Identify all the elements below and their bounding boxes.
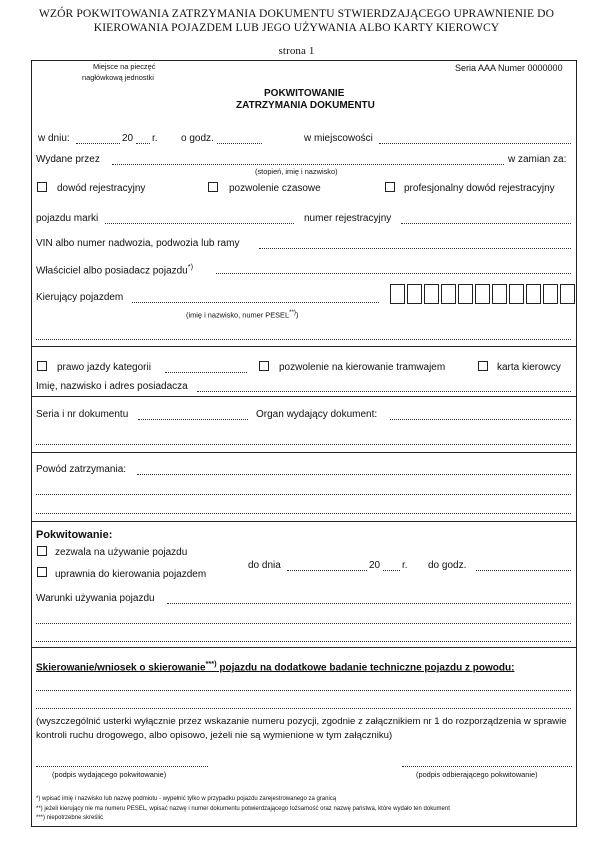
label-until-date: do dnia <box>248 560 281 571</box>
label-until-year: 20 <box>369 560 381 571</box>
series-number: Seria AAA Numer 0000000 <box>455 63 563 73</box>
pesel-digit-box[interactable] <box>475 284 490 304</box>
label-registration-number: numer rejestracyjny <box>304 213 392 224</box>
checkbox-authorizes-driving[interactable] <box>37 567 47 577</box>
pesel-boxes[interactable] <box>390 284 577 304</box>
blank-line[interactable] <box>36 339 571 340</box>
divider <box>31 346 577 347</box>
blank-line[interactable] <box>36 641 571 642</box>
footnote: **) jeżeli kierujący nie ma numeru PESEL, wpisać nazwę i numer dokumentu potwierdzającego tożsamość oraz nazwę państwa, które wydało ten dokument <box>36 806 450 812</box>
referral-title <box>36 660 514 674</box>
blank-line[interactable] <box>36 623 571 624</box>
label-place: w miejscowości <box>304 133 373 144</box>
label-driver-card: karta kierowcy <box>497 362 561 373</box>
form-title-line1: WZÓR POKWITOWANIA ZATRZYMANIA DOKUMENTU STWIERDZAJĄCEGO UPRAWNIENIE DO <box>38 7 555 20</box>
reason-field[interactable] <box>137 474 571 475</box>
pesel-digit-box[interactable] <box>492 284 507 304</box>
label-r: r. <box>152 133 158 144</box>
pesel-digit-box[interactable] <box>390 284 405 304</box>
referral-note: (wyszczególnić usterki wyłącznie przez wskazanie numeru pozycji, zgodnie z załącznikiem nr 1 do rozporządzenia w sprawie <box>36 716 567 727</box>
label-issued-by: Wydane przez <box>36 154 100 165</box>
label-owner-text: Właściciel albo posiadacz pojazdu <box>36 265 188 277</box>
hint-name-pesel <box>186 309 298 320</box>
referral-title-a: Skierowanie/wniosek o skierowanie <box>36 662 206 674</box>
issued-by-field[interactable] <box>112 164 504 165</box>
label-driver: Kierujący pojazdem <box>36 292 124 303</box>
footnote-ref: ***) <box>205 659 217 668</box>
until-date-field[interactable] <box>287 570 367 571</box>
label-in-exchange: w zamian za: <box>508 154 567 165</box>
vin-field[interactable] <box>259 248 571 249</box>
hint-name-pesel-text: (imię i nazwisko, numer PESEL <box>186 310 290 320</box>
pesel-digit-box[interactable] <box>543 284 558 304</box>
label-vehicle-make: pojazdu marki <box>36 213 99 224</box>
footnote-ref: **) <box>289 309 296 316</box>
label-year: 20 <box>122 133 134 144</box>
doc-title: ZATRZYMANIA DOKUMENTU <box>236 100 375 111</box>
label-vin: VIN albo numer nadwozia, podwozia lub ramy <box>36 238 240 249</box>
label-professional-registration: profesjonalny dowód rejestracyjny <box>404 183 555 194</box>
label-allows-vehicle-use: zezwala na używanie pojazdu <box>55 547 188 558</box>
footnote-ref: *) <box>187 262 194 271</box>
checkbox-registration-certificate[interactable] <box>37 182 47 192</box>
hint-close: ) <box>295 310 299 320</box>
label-registration-certificate: dowód rejestracyjny <box>57 183 146 194</box>
checkbox-temporary-permit[interactable] <box>208 182 218 192</box>
time-field[interactable] <box>217 143 262 144</box>
checkbox-allows-vehicle-use[interactable] <box>37 546 47 556</box>
pesel-digit-box[interactable] <box>407 284 422 304</box>
label-issuing-body: Organ wydający dokument: <box>256 409 378 420</box>
receiver-signature-label: (podpis odbierającego pokwitowanie) <box>416 770 538 779</box>
label-r: r. <box>402 560 408 571</box>
issuer-signature-line[interactable] <box>36 766 208 767</box>
issuer-signature-label: (podpis wydającego pokwitowanie) <box>52 770 167 779</box>
blank-line[interactable] <box>36 708 571 709</box>
pesel-digit-box[interactable] <box>441 284 456 304</box>
blank-line[interactable] <box>36 513 571 514</box>
label-holder: Imię, nazwisko i adres posiadacza <box>36 381 188 392</box>
footnote: *) wpisać imię i nazwisko lub nazwę podmiotu - wypełnić tylko w przypadku pojazdu zarejestrowanego za granicą <box>36 796 337 802</box>
label-reason: Powód zatrzymania: <box>36 464 127 475</box>
licence-category-field[interactable] <box>165 372 247 373</box>
stamp-label: nagłówkową jednostki <box>82 73 154 82</box>
footnote: ***) niepotrzebne skreślić <box>36 815 104 821</box>
label-date: w dniu: <box>38 133 70 144</box>
pesel-digit-box[interactable] <box>509 284 524 304</box>
referral-title-b: pojazdu na dodatkowe badanie techniczne pojazdu z powodu <box>216 662 512 674</box>
checkbox-tram-permit[interactable] <box>259 361 269 371</box>
divider <box>31 647 577 648</box>
page-number: strona 1 <box>278 45 315 57</box>
label-conditions: Warunki używania pojazdu <box>36 593 155 604</box>
checkbox-professional-registration[interactable] <box>385 182 395 192</box>
doc-title: POKWITOWANIE <box>264 88 345 99</box>
owner-field[interactable] <box>216 273 571 274</box>
pesel-digit-box[interactable] <box>458 284 473 304</box>
receipt-title-text: Pokwitowanie <box>36 529 109 541</box>
label-temporary-permit: pozwolenie czasowe <box>229 183 321 194</box>
registration-number-field[interactable] <box>401 223 571 224</box>
holder-field[interactable] <box>197 391 571 392</box>
driver-field[interactable] <box>132 302 379 303</box>
label-time: o godz. <box>181 133 214 144</box>
checkbox-driving-licence[interactable] <box>37 361 47 371</box>
doc-number-field[interactable] <box>138 419 248 420</box>
referral-note: kontroli ruchu drogowego, albo opisowo, jeżeli nie są wymienione w tym załączniku) <box>36 730 393 741</box>
hint-rank-name: (stopień, imię i nazwisko) <box>255 167 338 176</box>
label-authorizes-driving: uprawnia do kierowania pojazdem <box>55 569 207 580</box>
pesel-digit-box[interactable] <box>560 284 575 304</box>
until-year-field[interactable] <box>383 570 400 571</box>
receiver-signature-line[interactable] <box>402 766 572 767</box>
divider <box>31 521 577 522</box>
stamp-label: Miejsce na pieczęć <box>93 62 156 71</box>
referral-colon: : <box>511 662 515 674</box>
blank-line[interactable] <box>36 494 571 495</box>
year-field[interactable] <box>136 143 150 144</box>
receipt-colon: : <box>108 529 113 541</box>
divider <box>31 396 577 397</box>
divider <box>31 452 577 453</box>
label-until-time: do godz. <box>428 560 467 571</box>
vehicle-make-field[interactable] <box>105 223 294 224</box>
label-owner <box>36 263 193 277</box>
receipt-title <box>36 529 112 542</box>
place-field[interactable] <box>379 143 571 144</box>
date-field[interactable] <box>76 143 120 144</box>
pesel-digit-box[interactable] <box>424 284 439 304</box>
issuing-body-field[interactable] <box>390 419 571 420</box>
form-title-line2: KIEROWANIA POJAZDEM LUB JEGO UŻYWANIA ALBO KARTY KIEROWCY <box>93 21 500 34</box>
blank-line[interactable] <box>36 690 571 691</box>
checkbox-driver-card[interactable] <box>478 361 488 371</box>
label-tram-permit: pozwolenie na kierowanie tramwajem <box>279 362 446 373</box>
label-doc-number: Seria i nr dokumentu <box>36 409 129 420</box>
pesel-digit-box[interactable] <box>526 284 541 304</box>
conditions-field[interactable] <box>167 603 571 604</box>
label-driving-licence: prawo jazdy kategorii <box>57 362 151 373</box>
blank-line[interactable] <box>36 444 571 445</box>
until-time-field[interactable] <box>476 570 571 571</box>
